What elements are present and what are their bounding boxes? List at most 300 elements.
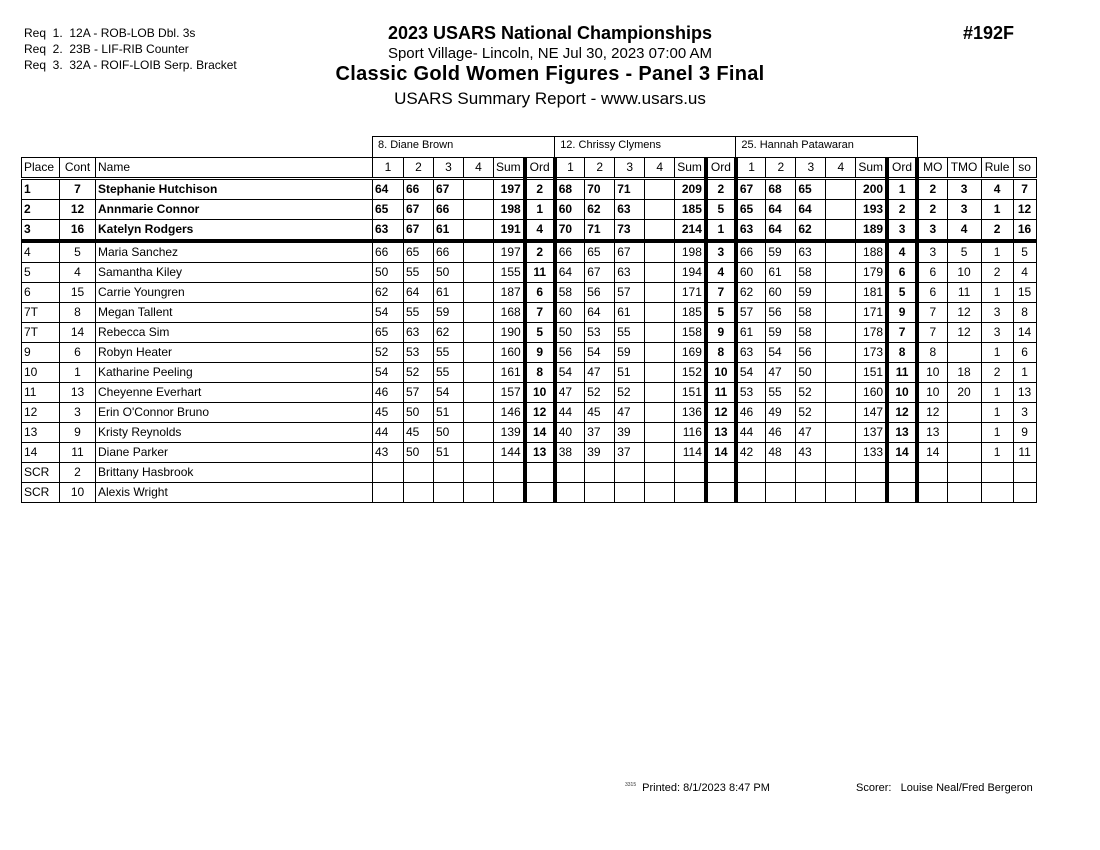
cell-j3-fig3: 43 [796,443,826,463]
cell-j3-sum: 188 [856,241,887,263]
cell-j3-fig2: 54 [766,343,796,363]
col-j2-fig1: 1 [555,158,585,179]
cell-j3-fig4 [826,423,856,443]
cell-j1-sum [494,463,525,483]
cell-j1-fig3: 51 [434,403,464,423]
cell-j2-fig3: 37 [615,443,645,463]
cell-j3-fig1: 57 [736,303,766,323]
cell-name: Cheyenne Everhart [96,383,373,403]
table-row [22,283,1037,303]
cell-j1-fig4 [464,403,494,423]
cell-place: 10 [22,363,60,383]
cell-j3-fig4 [826,323,856,343]
cell-j3-fig3: 56 [796,343,826,363]
cell-j2-fig1: 56 [555,343,585,363]
col-j3-sum: Sum [856,158,887,179]
cell-j2-sum: 136 [675,403,706,423]
col-j3-fig3: 3 [796,158,826,179]
cell-j1-fig2: 67 [404,200,434,220]
cell-j1-fig1: 65 [373,200,404,220]
cell-j1-sum: 197 [494,241,525,263]
cell-j3-fig2: 60 [766,283,796,303]
cell-rule: 3 [981,303,1013,323]
cell-j2-fig2: 37 [585,423,615,443]
cell-j1-fig3: 55 [434,343,464,363]
cell-j2-fig1: 38 [555,443,585,463]
cell-j3-fig4 [826,263,856,283]
cell-j1-fig3: 66 [434,200,464,220]
cell-j3-fig4 [826,403,856,423]
cell-j1-fig2: 65 [404,241,434,263]
cell-j2-sum: 116 [675,423,706,443]
cell-rule [981,483,1013,503]
cell-j3-ord: 5 [887,283,917,303]
cell-place: 12 [22,403,60,423]
cell-mo: 8 [917,343,947,363]
cell-j3-ord [887,483,917,503]
cell-j1-fig4 [464,303,494,323]
cell-so: 8 [1013,303,1036,323]
cell-cont: 14 [60,323,96,343]
cell-so: 16 [1013,220,1036,242]
cell-mo: 10 [917,383,947,403]
cell-j1-fig2: 45 [404,423,434,443]
cell-mo: 2 [917,179,947,200]
cell-j2-fig3: 67 [615,241,645,263]
cell-j1-sum: 198 [494,200,525,220]
cell-j3-fig2: 49 [766,403,796,423]
table-row [22,303,1037,323]
cell-place: SCR [22,483,60,503]
cell-j1-sum: 160 [494,343,525,363]
cell-j1-fig2: 50 [404,403,434,423]
cell-j1-fig2: 63 [404,323,434,343]
cell-name: Megan Tallent [96,303,373,323]
cell-j2-fig1: 47 [555,383,585,403]
cell-j2-fig4 [645,483,675,503]
requirement-2: Req 2. 23B - LIF-RIB Counter [24,42,189,56]
cell-so [1013,483,1036,503]
venue-line: Sport Village- Lincoln, NE Jul 30, 2023 07:00 AM [387,45,713,62]
cell-j3-fig2: 48 [766,443,796,463]
cell-cont: 2 [60,463,96,483]
cell-j1-ord [525,463,555,483]
cell-j1-fig3: 66 [434,241,464,263]
col-so: so [1013,158,1036,179]
cell-j3-fig1: 62 [736,283,766,303]
cell-j2-fig3: 51 [615,363,645,383]
cell-j3-fig1: 60 [736,263,766,283]
cell-j3-sum: 171 [856,303,887,323]
table-row [22,423,1037,443]
cell-name: Brittany Hasbrook [96,463,373,483]
col-j1-fig1: 1 [373,158,404,179]
cell-j3-sum [856,463,887,483]
cell-j1-ord: 5 [525,323,555,343]
cell-tmo: 10 [947,263,981,283]
cell-j2-fig3: 57 [615,283,645,303]
cell-j1-sum: 168 [494,303,525,323]
cell-j2-fig1: 60 [555,303,585,323]
table-row [22,263,1037,283]
cell-j3-ord: 3 [887,220,917,242]
cell-place: 2 [22,200,60,220]
cell-j2-sum: 171 [675,283,706,303]
cell-place: 4 [22,241,60,263]
cell-j1-fig1 [373,483,404,503]
cell-j3-fig4 [826,241,856,263]
col-place: Place [22,158,60,179]
cell-j3-sum: 189 [856,220,887,242]
col-cont: Cont [60,158,96,179]
cell-cont: 10 [60,483,96,503]
cell-j3-fig2: 64 [766,200,796,220]
cell-j1-fig1: 66 [373,241,404,263]
cell-j1-sum: 191 [494,220,525,242]
cell-rule: 1 [981,443,1013,463]
cell-so: 1 [1013,363,1036,383]
cell-j1-fig4 [464,463,494,483]
cell-tmo [947,403,981,423]
cell-j2-ord: 5 [706,303,736,323]
cell-tmo: 3 [947,200,981,220]
cell-so: 13 [1013,383,1036,403]
table-row [22,241,1037,263]
col-j1-fig3: 3 [434,158,464,179]
cell-j3-fig3 [796,483,826,503]
cell-j3-sum: 173 [856,343,887,363]
cell-j3-sum: 200 [856,179,887,200]
judge-header-row [22,137,1037,158]
cell-j2-fig2: 47 [585,363,615,383]
cell-j2-sum [675,463,706,483]
cell-j2-ord: 8 [706,343,736,363]
cell-j3-fig3: 58 [796,323,826,343]
cell-j1-ord [525,483,555,503]
cell-j2-ord [706,463,736,483]
cell-so: 5 [1013,241,1036,263]
cell-j3-sum [856,483,887,503]
cell-j2-fig2: 45 [585,403,615,423]
cell-cont: 3 [60,403,96,423]
col-j2-fig4: 4 [645,158,675,179]
cell-j1-fig3: 59 [434,303,464,323]
cell-j3-fig4 [826,483,856,503]
cell-tmo: 3 [947,179,981,200]
cell-j2-sum: 114 [675,443,706,463]
cell-j3-sum: 151 [856,363,887,383]
cell-name: Annmarie Connor [96,200,373,220]
cell-rule: 2 [981,263,1013,283]
cell-j3-fig2: 59 [766,323,796,343]
cell-j3-fig4 [826,220,856,242]
cell-j2-ord: 10 [706,363,736,383]
cell-j3-ord [887,463,917,483]
table-row [22,220,1037,242]
table-row [22,383,1037,403]
cell-j3-fig4 [826,343,856,363]
cell-rule: 1 [981,343,1013,363]
cell-j2-fig2: 53 [585,323,615,343]
cell-j3-fig1 [736,463,766,483]
cell-j2-fig3: 63 [615,263,645,283]
judge-3-name: 25. Hannah Patawaran [736,137,917,158]
cell-j1-fig4 [464,241,494,263]
cell-j1-fig4 [464,263,494,283]
cell-j2-sum: 169 [675,343,706,363]
cell-mo [917,483,947,503]
cell-j2-sum: 198 [675,241,706,263]
cell-j1-fig2: 50 [404,443,434,463]
cell-j2-fig2: 62 [585,200,615,220]
judge-1-name: 8. Diane Brown [373,137,555,158]
cell-name: Alexis Wright [96,483,373,503]
cell-mo: 13 [917,423,947,443]
cell-so: 15 [1013,283,1036,303]
cell-j3-fig3: 65 [796,179,826,200]
cell-j3-fig2 [766,483,796,503]
cell-j2-fig4 [645,383,675,403]
cell-j3-fig3: 52 [796,383,826,403]
cell-j1-fig1: 45 [373,403,404,423]
cell-j2-fig2: 67 [585,263,615,283]
cell-j2-fig3: 59 [615,343,645,363]
cell-place: 7T [22,323,60,343]
cell-j2-fig2: 71 [585,220,615,242]
cell-mo: 7 [917,303,947,323]
cell-j2-fig4 [645,200,675,220]
cell-name: Erin O'Connor Bruno [96,403,373,423]
table-row [22,323,1037,343]
cell-j1-fig4 [464,383,494,403]
cell-j1-fig3 [434,463,464,483]
cell-rule: 2 [981,220,1013,242]
cell-j2-fig1: 54 [555,363,585,383]
cell-j2-fig1 [555,463,585,483]
cell-place: SCR [22,463,60,483]
cell-j2-sum: 185 [675,200,706,220]
cell-tmo: 20 [947,383,981,403]
cell-j1-ord: 8 [525,363,555,383]
cell-j3-fig2: 47 [766,363,796,383]
cell-mo: 6 [917,263,947,283]
cell-rule: 4 [981,179,1013,200]
requirements-list [24,25,237,73]
cell-j3-fig2: 61 [766,263,796,283]
cell-j2-ord: 9 [706,323,736,343]
cell-rule: 1 [981,241,1013,263]
cell-j3-ord: 11 [887,363,917,383]
col-j2-ord: Ord [706,158,736,179]
cell-j3-ord: 1 [887,179,917,200]
cell-j2-fig1: 70 [555,220,585,242]
cell-j2-fig4 [645,263,675,283]
cell-name: Stephanie Hutchison [96,179,373,200]
cell-j2-fig4 [645,463,675,483]
cell-tmo [947,343,981,363]
cell-j3-fig3: 64 [796,200,826,220]
cell-j1-sum: 190 [494,323,525,343]
cell-place: 9 [22,343,60,363]
cell-j3-fig1: 63 [736,343,766,363]
cell-name: Carrie Youngren [96,283,373,303]
printed-text: Printed: 8/1/2023 8:47 PM [642,782,770,794]
cell-place: 6 [22,283,60,303]
cell-j3-fig3: 52 [796,403,826,423]
cell-j1-ord: 6 [525,283,555,303]
cell-j3-sum: 181 [856,283,887,303]
cell-j2-fig2: 65 [585,241,615,263]
column-header-row [22,158,1037,179]
cell-tmo: 18 [947,363,981,383]
cell-j1-fig3: 61 [434,220,464,242]
cell-j2-sum: 185 [675,303,706,323]
cell-j2-fig2: 64 [585,303,615,323]
cell-j1-fig2: 66 [404,179,434,200]
cell-cont: 5 [60,241,96,263]
cell-j2-fig3 [615,483,645,503]
cell-j3-ord: 14 [887,443,917,463]
col-mo: MO [917,158,947,179]
cell-j3-ord: 9 [887,303,917,323]
judge-header-spacer-right [917,137,1036,158]
cell-j2-sum: 194 [675,263,706,283]
cell-place: 5 [22,263,60,283]
cell-j3-fig2: 68 [766,179,796,200]
cell-j3-fig4 [826,443,856,463]
cell-j3-fig2: 56 [766,303,796,323]
cell-j1-ord: 11 [525,263,555,283]
judge-header-spacer [22,137,373,158]
cell-so: 11 [1013,443,1036,463]
cell-so: 4 [1013,263,1036,283]
cell-j3-fig3 [796,463,826,483]
cell-j1-fig2: 52 [404,363,434,383]
cell-j2-fig2: 54 [585,343,615,363]
cell-rule: 1 [981,423,1013,443]
printed-timestamp [625,782,770,794]
cell-j2-ord: 5 [706,200,736,220]
cell-j2-fig2: 52 [585,383,615,403]
cell-tmo [947,483,981,503]
cell-tmo [947,463,981,483]
col-j3-fig4: 4 [826,158,856,179]
cell-place: 14 [22,443,60,463]
cell-j2-fig3: 39 [615,423,645,443]
cell-j1-ord: 14 [525,423,555,443]
cell-mo: 2 [917,200,947,220]
cell-j1-fig2 [404,463,434,483]
table-row [22,403,1037,423]
cell-j2-sum: 214 [675,220,706,242]
cell-name: Samantha Kiley [96,263,373,283]
cell-j2-fig1: 60 [555,200,585,220]
cell-j1-fig3: 61 [434,283,464,303]
col-j2-fig2: 2 [585,158,615,179]
judge-2-name: 12. Chrissy Clymens [555,137,736,158]
cell-j1-fig3: 51 [434,443,464,463]
cell-j3-fig3: 59 [796,283,826,303]
cell-j2-fig2: 39 [585,443,615,463]
cell-j3-fig4 [826,179,856,200]
col-j1-fig4: 4 [464,158,494,179]
cell-name: Kristy Reynolds [96,423,373,443]
cell-mo: 12 [917,403,947,423]
cell-cont: 12 [60,200,96,220]
cell-so [1013,463,1036,483]
cell-j1-fig1: 65 [373,323,404,343]
cell-j3-fig1: 46 [736,403,766,423]
cell-j1-fig1: 50 [373,263,404,283]
cell-j3-ord: 2 [887,200,917,220]
cell-rule: 1 [981,200,1013,220]
cell-so: 14 [1013,323,1036,343]
col-j3-fig1: 1 [736,158,766,179]
cell-so: 6 [1013,343,1036,363]
cell-j3-fig1: 53 [736,383,766,403]
requirement-1: Req 1. 12A - ROB-LOB Dbl. 3s [24,26,196,40]
cell-j3-fig1: 42 [736,443,766,463]
cell-j2-ord: 4 [706,263,736,283]
cell-j3-fig3: 58 [796,303,826,323]
cell-j1-fig1 [373,463,404,483]
cell-mo: 6 [917,283,947,303]
event-title: 2023 USARS National Championships [387,23,713,43]
cell-place: 11 [22,383,60,403]
cell-cont: 4 [60,263,96,283]
cell-mo: 7 [917,323,947,343]
cell-j1-ord: 4 [525,220,555,242]
cell-j2-ord: 7 [706,283,736,303]
cell-j2-fig4 [645,423,675,443]
cell-j2-sum: 152 [675,363,706,383]
cell-tmo [947,423,981,443]
cell-j3-fig1: 67 [736,179,766,200]
cell-cont: 15 [60,283,96,303]
cell-j1-fig4 [464,443,494,463]
cell-j2-sum: 151 [675,383,706,403]
cell-j3-sum: 178 [856,323,887,343]
cell-rule: 3 [981,323,1013,343]
cell-j1-ord: 12 [525,403,555,423]
cell-j1-fig3: 62 [434,323,464,343]
results-table [21,136,1037,503]
cell-j1-fig3: 54 [434,383,464,403]
cell-j2-fig3: 55 [615,323,645,343]
cell-j2-fig3: 63 [615,200,645,220]
col-j1-fig2: 2 [404,158,434,179]
cell-cont: 16 [60,220,96,242]
cell-j2-ord: 2 [706,179,736,200]
cell-cont: 1 [60,363,96,383]
cell-j1-fig2: 53 [404,343,434,363]
cell-rule: 1 [981,383,1013,403]
cell-j1-fig1: 54 [373,303,404,323]
cell-j1-sum: 197 [494,179,525,200]
cell-j1-fig1: 43 [373,443,404,463]
cell-j2-fig4 [645,303,675,323]
cell-j3-fig3: 58 [796,263,826,283]
cell-name: Maria Sanchez [96,241,373,263]
cell-j1-sum: 161 [494,363,525,383]
scorer-credit: Scorer: Louise Neal/Fred Bergeron [856,782,1033,794]
cell-j1-sum: 155 [494,263,525,283]
cell-place: 13 [22,423,60,443]
cell-j2-fig4 [645,403,675,423]
cell-j3-ord: 10 [887,383,917,403]
cell-tmo [947,443,981,463]
cell-j3-ord: 12 [887,403,917,423]
